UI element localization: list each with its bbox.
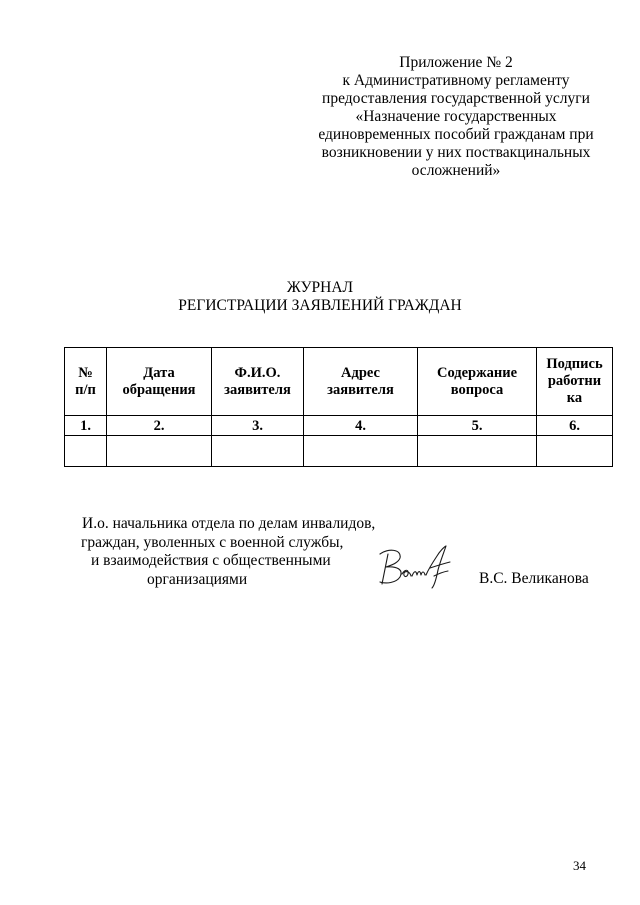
empty-cell [537,436,613,467]
signatory-position [64,515,384,589]
empty-cell [304,436,418,467]
column-number: 1. [65,416,107,436]
column-number: 2. [107,416,212,436]
handwritten-signature [374,540,458,590]
signatory-position-line: И.о. начальника отдела по делам инвалидов, [82,515,376,532]
registration-table [64,347,613,467]
appendix-line: осложнений» [411,162,501,179]
journal-title-line-2: РЕГИСТРАЦИИ ЗАЯВЛЕНИЙ ГРАЖДАН [178,297,462,314]
appendix-header [312,54,600,180]
signatory-position-line: и взаимодействия с общественными [91,552,331,569]
header-question: Содержание вопроса [418,348,537,416]
signatory-position-line: граждан, уволенных с военной службы, [81,533,344,551]
appendix-line: единовременных пособий гражданам при [318,126,594,143]
signatory-name: В.С. Великанова [479,570,589,587]
journal-title [0,279,640,315]
table-header-row [65,348,613,416]
header-date: Дата обращения [107,348,212,416]
header-applicant-address: Адрес заявителя [304,348,418,416]
appendix-line: «Назначение государственных [355,108,557,125]
empty-cell [418,436,537,467]
column-number-row [65,416,613,436]
appendix-line: предоставления государственной услуги [322,90,590,107]
header-applicant-name: Ф.И.О. заявителя [212,348,304,416]
column-number: 6. [537,416,613,436]
signatory-position-line: организациями [147,570,248,588]
column-number: 4. [304,416,418,436]
header-employee-signature: Подпись работни ка [537,348,613,416]
column-number: 5. [418,416,537,436]
column-number: 3. [212,416,304,436]
appendix-line: к Административному регламенту [342,72,570,89]
empty-cell [107,436,212,467]
empty-cell [212,436,304,467]
appendix-line: Приложение № 2 [399,54,513,71]
appendix-line: возникновении у них поствакцинальных [321,144,591,161]
header-number: № п/п [65,348,107,416]
journal-title-line-1: ЖУРНАЛ [286,279,354,296]
page-number: 34 [573,858,586,873]
empty-cell [65,436,107,467]
empty-entry-row [65,436,613,467]
